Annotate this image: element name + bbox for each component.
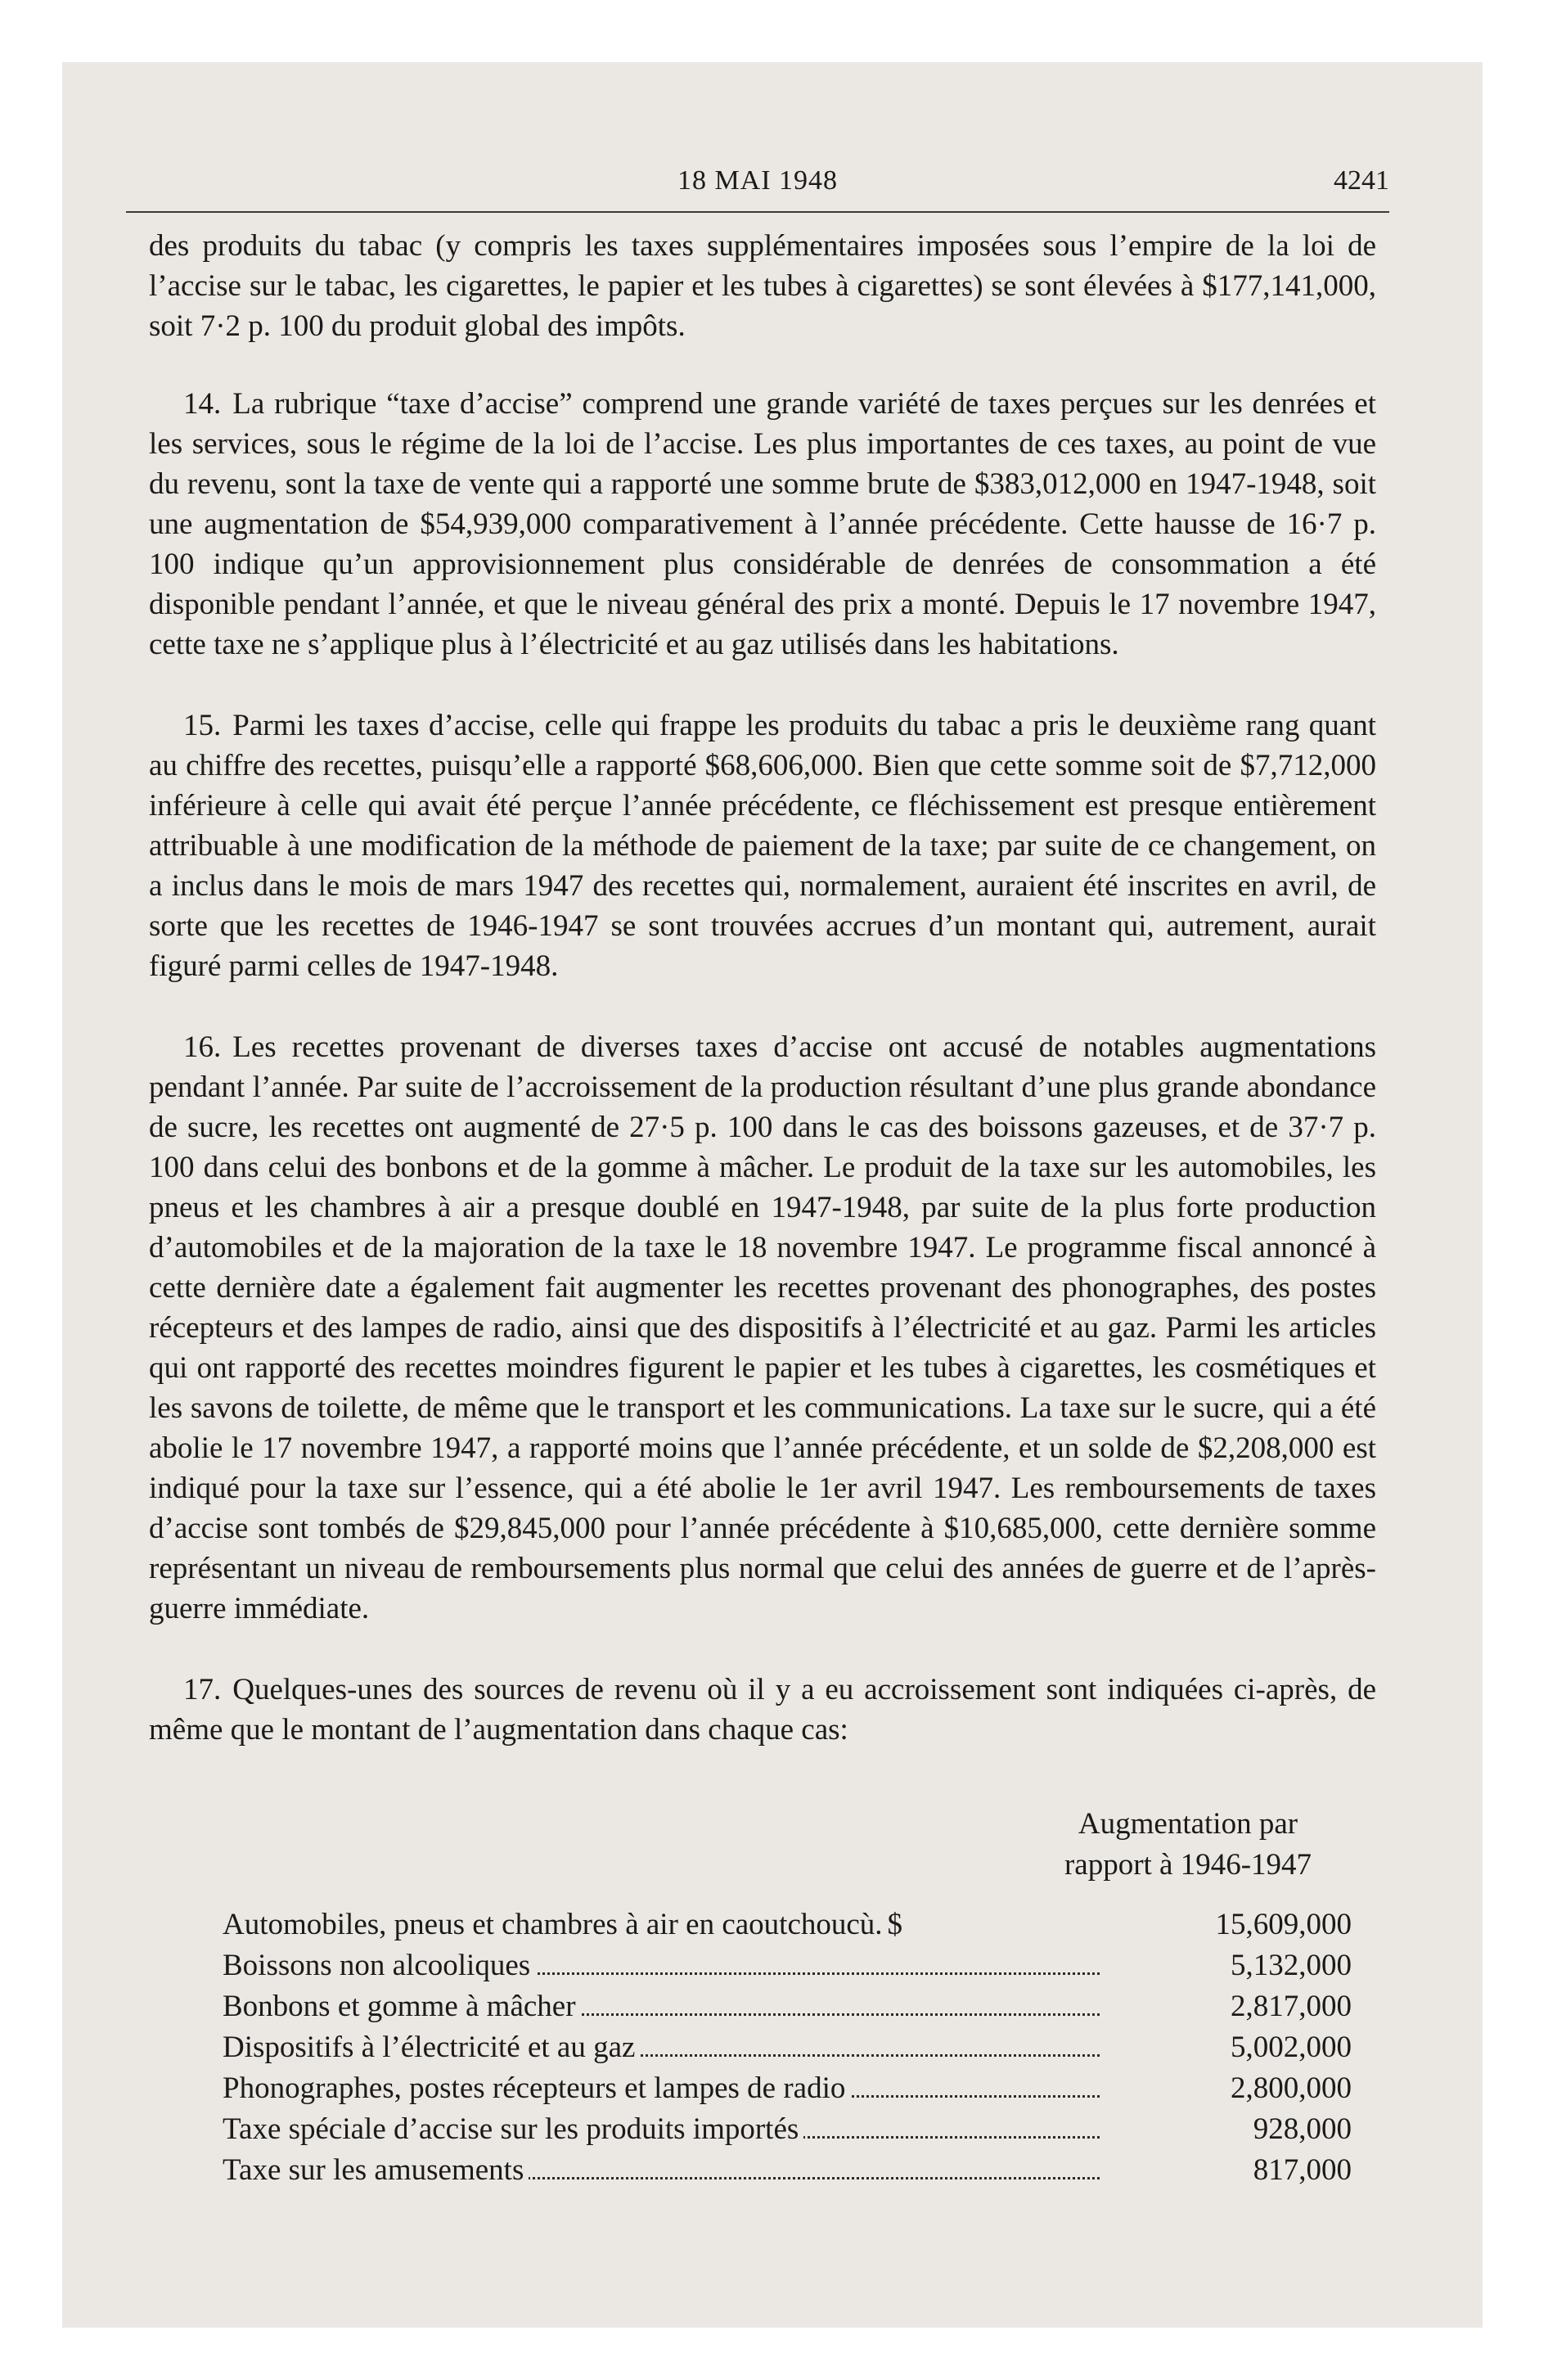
row-label-cell — [223, 1907, 1106, 1942]
row-label-cell — [223, 1948, 1106, 1983]
paragraph-text: des produits du tabac (y compris les taxes supplémentaires imposées sous l’empire de la loi de l’accise sur le tabac, les cigarettes, le papier et les tubes à cigarettes) se sont élevées à $177,141,000, soit 7·2 p. 100 du produit global des impôts. — [149, 229, 1376, 343]
row-label: Boissons non alcooliques — [223, 1949, 535, 1982]
body-text — [149, 226, 1376, 1791]
row-value: 15,609,000 — [1215, 1908, 1352, 1941]
table-row — [223, 1989, 1352, 2030]
row-label: Dispositifs à l’électricité et au gaz — [223, 2031, 640, 2064]
row-label: Taxe spéciale d’accise sur les produits importés — [223, 2112, 803, 2146]
row-label-cell — [223, 2071, 1106, 2106]
header-date: 18 MAI 1948 — [677, 165, 839, 196]
row-label-cell — [223, 2030, 1106, 2065]
row-label-cell — [223, 2152, 1106, 2188]
table-row — [223, 1907, 1352, 1948]
row-label-cell — [223, 1989, 1106, 2024]
row-value: 928,000 — [1253, 2112, 1352, 2146]
paragraph-17 — [149, 1670, 1376, 1750]
paragraph-text: Les recettes provenant de diverses taxes d’accise ont accusé de notables augmentations pendant l’année. Par suite de l’accroissement de la production résultant d’une plus grande abondance de sucre, les recettes ont augmenté de 27·5 p. 100 dans le cas des boissons gazeuses, et de 37·7 p. 100 dans celui des bonbons et de la gomme à mâcher. Le produit de la taxe sur les automobiles, les pneus et les chambres à air a presque doublé en 1947-1948, par suite de la plus forte production d’automobiles et de la majoration de la taxe le 18 novembre 1947. Le programme fiscal annoncé à cette dernière date a également fait augmenter les recettes provenant des phonographes, des postes récepteurs et des lampes de radio, ainsi que des dispositifs à l’électricité et au gaz. Parmi les articles qui ont rapporté des recettes moindres figurent le papier et les tubes à cigarettes, les cosmétiques et les savons de toilette, de même que le transport et les communications. La taxe sur le sucre, qui a été abolie le 17 novembre 1947, a rapporté moins que l’année précédente, et un solde de $2,208,000 est indiqué pour la taxe sur l’essence, qui a été abolie le 1er avril 1947. Les remboursements de taxes d’accise sont tombés de $29,845,000 pour l’année précédente à $10,685,000, cette dernière somme représentant un niveau de remboursements plus normal que celui des années de guerre et de l’après-guerre immédiate. — [149, 1030, 1376, 1625]
row-value: 817,000 — [1253, 2153, 1352, 2187]
paragraph-number: 14. — [183, 387, 222, 421]
header-rule — [126, 211, 1389, 213]
table-row — [223, 2112, 1352, 2152]
table-column-header — [223, 1804, 1352, 1886]
row-value: 5,132,000 — [1231, 1949, 1352, 1982]
table-rows — [223, 1907, 1352, 2193]
currency-symbol: $ — [888, 1908, 908, 1941]
table-row — [223, 1948, 1352, 1989]
row-label: Phonographes, postes récepteurs et lampes de radio — [223, 2071, 850, 2105]
row-value: 2,817,000 — [1231, 1990, 1352, 2023]
paragraph-15 — [149, 705, 1376, 986]
paragraph-text: Parmi les taxes d’accise, celle qui frappe les produits du tabac a pris le deuxième rang quant au chiffre des recettes, puisqu’elle a rapporté $68,606,000. Bien que cette somme soit de $7,712,000 inférieure à celle qui avait été perçue l’année précédente, ce fléchissement est presque entièrement attribuable à une modification de la méthode de paiement de la taxe; par suite de ce changement, on a inclus dans le mois de mars 1947 des recettes qui, normalement, auraient été inscrites en avril, de sorte que les recettes de 1946-1947 se sont trouvées accrues d’un montant qui, autrement, aurait figuré parmi celles de 1947-1948. — [149, 709, 1376, 983]
row-label-cell — [223, 2112, 1106, 2147]
paragraph-13-continued — [149, 226, 1376, 346]
row-label: Automobiles, pneus et chambres à air en caoutchoucù. — [223, 1908, 888, 1941]
row-label: Bonbons et gomme à mâcher — [223, 1990, 581, 2023]
paragraph-text: Quelques-unes des sources de revenu où il y a eu accroissement sont indiquées ci-après, de même que le montant de l’augmentation dans chaque cas: — [149, 1673, 1376, 1747]
running-header — [126, 160, 1389, 201]
page-number: 4241 — [1334, 165, 1389, 196]
row-label: Taxe sur les amusements — [223, 2153, 529, 2187]
table-row — [223, 2152, 1352, 2193]
column-header-line-1: Augmentation par — [1078, 1807, 1298, 1841]
column-header-line-2: rapport à 1946-1947 — [1064, 1848, 1312, 1882]
paragraph-number: 15. — [183, 709, 222, 742]
row-value: 2,800,000 — [1231, 2071, 1352, 2105]
table-row — [223, 2071, 1352, 2112]
table-row — [223, 2030, 1352, 2071]
paragraph-14 — [149, 384, 1376, 665]
paragraph-number: 17. — [183, 1673, 222, 1706]
row-value: 5,002,000 — [1231, 2031, 1352, 2064]
revenue-increase-table — [223, 1804, 1352, 2193]
paragraph-16 — [149, 1027, 1376, 1629]
paragraph-number: 16. — [183, 1030, 222, 1064]
paragraph-text: La rubrique “taxe d’accise” comprend une grande variété de taxes perçues sur les denrées et les services, sous le régime de la loi de l’accise. Les plus importantes de ces taxes, au point de vue du revenu, sont la taxe de vente qui a rapporté une somme brute de $383,012,000 en 1947-1948, soit une augmentation de $54,939,000 comparativement à l’année précédente. Cette hausse de 16·7 p. 100 indique qu’un approvisionnement plus considérable de denrées de consommation a été disponible pendant l’année, et que le niveau général des prix a monté. Depuis le 17 novembre 1947, cette taxe ne s’applique plus à l’électricité et au gaz utilisés dans les habitations. — [149, 387, 1376, 661]
